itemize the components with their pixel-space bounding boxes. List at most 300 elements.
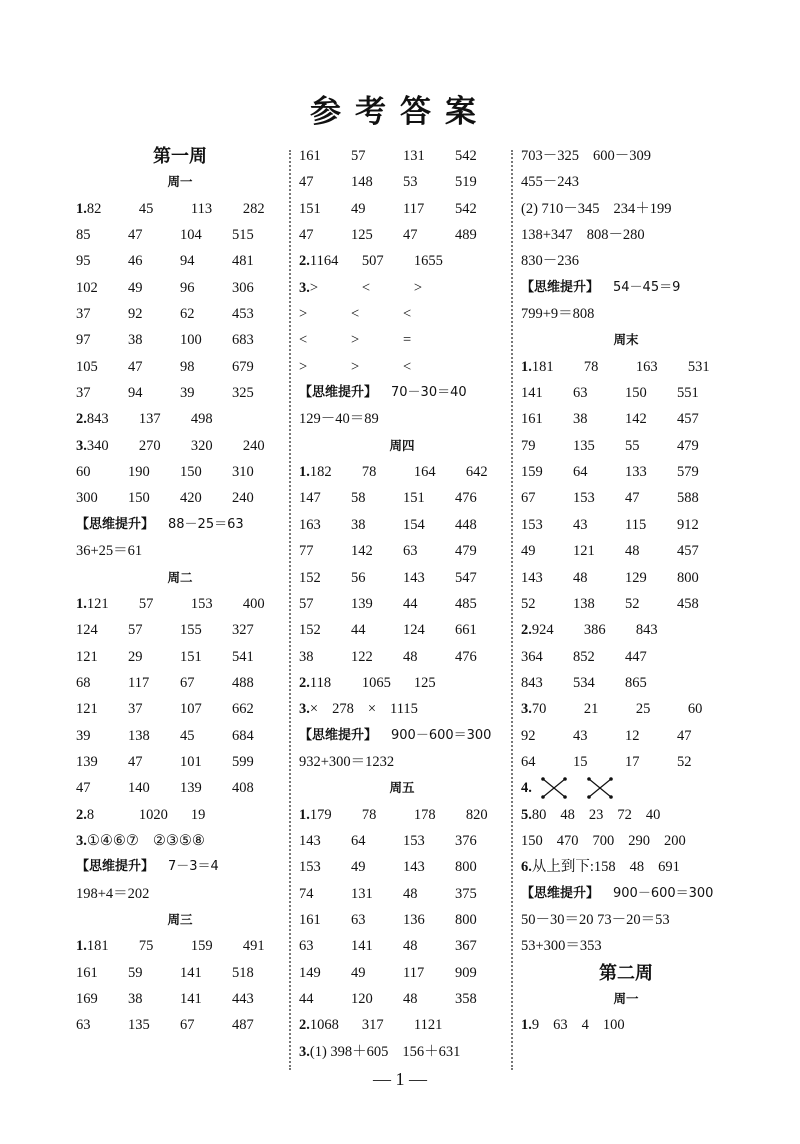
answer-cell: 161 bbox=[521, 411, 543, 428]
answer-cell: 102 bbox=[76, 279, 98, 296]
answer-row bbox=[521, 433, 731, 459]
answer-row bbox=[299, 222, 505, 248]
answer-cell: 49 bbox=[351, 964, 366, 981]
answer-cell: 325 bbox=[232, 385, 254, 402]
answer-cell: 64 bbox=[521, 753, 536, 770]
matching-dot bbox=[587, 795, 591, 799]
answer-row bbox=[521, 222, 731, 248]
answer-row bbox=[521, 617, 731, 643]
answer-cell: 49 bbox=[351, 859, 366, 876]
answer-cell: 154 bbox=[403, 516, 425, 533]
answer-cell: 149 bbox=[299, 964, 321, 981]
question-number: 1. bbox=[521, 358, 532, 375]
answer-row bbox=[521, 828, 731, 854]
answer-cell: 105 bbox=[76, 358, 98, 375]
answer-cell: 507 bbox=[361, 253, 384, 270]
answer-cell: 104 bbox=[180, 227, 202, 244]
thinking-text: 54－45＝9 bbox=[613, 279, 681, 295]
answer-row bbox=[521, 485, 731, 511]
answer-cell: 820 bbox=[465, 806, 488, 823]
answer-cell: 47 bbox=[128, 358, 143, 375]
answer-cell: 117 bbox=[403, 200, 425, 217]
answer-cell: 447 bbox=[625, 648, 647, 665]
answer-cell: 125 bbox=[413, 674, 436, 691]
answer-cell: 400 bbox=[242, 595, 265, 612]
answer-line: 198+4＝202 bbox=[76, 885, 150, 902]
answer-row bbox=[299, 960, 505, 986]
answer-cell: 141 bbox=[521, 385, 543, 402]
answer-cell: 518 bbox=[232, 964, 254, 981]
answer-row bbox=[299, 670, 505, 696]
day-heading: 周三 bbox=[167, 911, 193, 927]
answer-cell: 21 bbox=[583, 701, 599, 718]
answer-row bbox=[299, 301, 505, 327]
matching-answer bbox=[521, 775, 731, 801]
answer-row bbox=[299, 169, 505, 195]
answer-cell: 808－280 bbox=[586, 227, 645, 244]
answer-cell: 98 bbox=[180, 358, 195, 375]
answer-cell: 96 bbox=[180, 279, 195, 296]
answer-cell: 300 bbox=[76, 490, 98, 507]
answer-cell: 49 bbox=[128, 279, 143, 296]
matching-dot bbox=[563, 777, 567, 781]
answer-cell: 120 bbox=[351, 991, 373, 1007]
answer-cell: > bbox=[309, 279, 319, 296]
answer-row bbox=[76, 222, 284, 248]
thinking-label: 【思维提升】 bbox=[76, 859, 155, 875]
answer-row bbox=[521, 143, 731, 169]
day-heading: 周二 bbox=[167, 569, 193, 585]
answer-cell: 48 bbox=[573, 569, 588, 586]
answer-cell: 82 bbox=[86, 200, 102, 217]
thinking-answer bbox=[76, 854, 284, 880]
answer-cell: 38 bbox=[299, 648, 314, 665]
answer-cell: 122 bbox=[351, 648, 373, 665]
answer-cell: < bbox=[351, 306, 360, 323]
answer-cell: 94 bbox=[128, 385, 143, 402]
answer-cell: 74 bbox=[299, 885, 314, 902]
answer-cell: 691 bbox=[658, 859, 680, 876]
answer-cell: 679 bbox=[232, 358, 254, 375]
answer-column-2 bbox=[299, 143, 505, 1065]
answer-cell: 131 bbox=[403, 148, 425, 164]
answer-cell: 57 bbox=[351, 148, 366, 164]
answer-row bbox=[521, 380, 731, 406]
answer-cell: 45 bbox=[180, 727, 195, 744]
answer-cell: 909 bbox=[455, 964, 477, 981]
answer-cell: 64 bbox=[573, 464, 588, 481]
answer-cell: 278 bbox=[332, 701, 354, 718]
answer-cell: 131 bbox=[351, 885, 373, 902]
answer-cell: 70 bbox=[531, 701, 547, 718]
answer-row bbox=[521, 591, 731, 617]
question-number: 2. bbox=[76, 806, 87, 823]
answer-row bbox=[76, 749, 284, 775]
answer-row bbox=[521, 565, 731, 591]
question-number: 1. bbox=[521, 1017, 532, 1034]
question-number: 6. bbox=[521, 859, 532, 876]
answer-row bbox=[76, 617, 284, 643]
answer-cell: > bbox=[351, 332, 360, 349]
answer-cell: 852 bbox=[573, 648, 595, 665]
answer-cell: 57 bbox=[299, 595, 314, 612]
answer-cell: 1115 bbox=[390, 701, 418, 718]
answer-cell: < bbox=[361, 279, 371, 296]
answer-cell: 79 bbox=[521, 437, 536, 454]
answer-cell: 148 bbox=[351, 174, 373, 191]
question-number: 3. bbox=[299, 279, 310, 296]
answer-cell: 101 bbox=[180, 753, 202, 770]
answer-cell: 498 bbox=[190, 411, 213, 428]
answer-cell: 85 bbox=[76, 227, 91, 244]
answer-cell: 37 bbox=[128, 701, 143, 718]
answer-row bbox=[299, 248, 505, 274]
answer-cell: 63 bbox=[573, 385, 588, 402]
answer-cell: 57 bbox=[128, 622, 143, 639]
answer-cell: 139 bbox=[180, 780, 202, 797]
answer-cell: 48 bbox=[403, 991, 418, 1007]
answer-cell: 147 bbox=[299, 490, 321, 507]
answer-cell: 152 bbox=[299, 622, 321, 639]
answer-cell: 190 bbox=[128, 464, 150, 481]
answer-column-3 bbox=[521, 143, 731, 1039]
answer-row bbox=[299, 538, 505, 564]
answer-cell: 46 bbox=[128, 253, 143, 270]
answer-cell: 142 bbox=[351, 543, 373, 560]
answer-cell: 179 bbox=[309, 806, 332, 823]
answer-cell: 48 bbox=[629, 859, 645, 876]
answer-cell: > bbox=[413, 279, 423, 296]
answer-row bbox=[299, 591, 505, 617]
answer-cell: 141 bbox=[351, 938, 373, 955]
answer-cell: 44 bbox=[299, 991, 314, 1007]
answer-cell: 476 bbox=[455, 490, 477, 507]
answer-row bbox=[521, 1012, 731, 1038]
thinking-text: 900－600＝300 bbox=[391, 727, 492, 743]
answer-cell: 551 bbox=[677, 385, 699, 402]
answer-cell: 1065 bbox=[361, 674, 391, 691]
answer-cell: > bbox=[299, 306, 308, 323]
answer-cell: 136 bbox=[403, 911, 425, 928]
answer-cell: 588 bbox=[677, 490, 699, 507]
answer-cell: 457 bbox=[677, 411, 699, 428]
thinking-text: 70－30＝40 bbox=[391, 385, 467, 401]
answer-line: 50－30＝20 73－20＝53 bbox=[521, 911, 670, 928]
day-heading: 周四 bbox=[389, 437, 415, 453]
answer-cell: > bbox=[299, 358, 308, 375]
answer-cell: 169 bbox=[76, 991, 98, 1007]
answer-cell: 133 bbox=[625, 464, 647, 481]
answer-cell: 164 bbox=[413, 464, 436, 481]
answer-row bbox=[76, 775, 284, 801]
answer-cell: < bbox=[403, 306, 412, 323]
answer-row bbox=[76, 354, 284, 380]
question-number: 2. bbox=[521, 622, 532, 639]
answer-row bbox=[299, 644, 505, 670]
answer-row bbox=[521, 196, 731, 222]
question-number: 2. bbox=[299, 674, 310, 691]
answer-cell: 117 bbox=[128, 674, 150, 691]
answer-cell: 52 bbox=[625, 595, 640, 612]
answer-row bbox=[76, 670, 284, 696]
answer-cell: 从上到下:158 bbox=[531, 859, 616, 876]
answer-cell: 48 bbox=[403, 885, 418, 902]
day-heading: 周五 bbox=[389, 780, 415, 796]
day-heading: 周一 bbox=[167, 174, 193, 190]
answer-cell: 63 bbox=[299, 938, 314, 955]
answer-row bbox=[76, 986, 284, 1012]
answer-row bbox=[299, 565, 505, 591]
answer-cell: 44 bbox=[403, 595, 418, 612]
answer-cell: 420 bbox=[180, 490, 202, 507]
answer-cell: 683 bbox=[232, 332, 254, 349]
answer-cell: 282 bbox=[242, 200, 265, 217]
answer-cell: 23 bbox=[588, 806, 604, 823]
answer-cell: 17 bbox=[625, 753, 640, 770]
answer-cell: 43 bbox=[573, 516, 588, 533]
answer-cell: 139 bbox=[351, 595, 373, 612]
answer-cell: 547 bbox=[455, 569, 477, 586]
answer-cell: 155 bbox=[180, 622, 202, 639]
answer-cell: 4 bbox=[581, 1017, 589, 1034]
answer-cell: 118 bbox=[309, 674, 332, 691]
answer-cell: 56 bbox=[351, 569, 366, 586]
answer-cell: 488 bbox=[232, 674, 254, 691]
answer-cell: 843 bbox=[86, 411, 109, 428]
answer-cell: (2) 710－345 bbox=[521, 200, 600, 217]
answer-cell: 150 bbox=[128, 490, 150, 507]
answer-cell: 481 bbox=[232, 253, 254, 270]
answer-cell: 57 bbox=[138, 595, 154, 612]
answer-cell: 137 bbox=[138, 411, 161, 428]
matching-dot bbox=[541, 795, 545, 799]
answer-cell: 115 bbox=[625, 516, 647, 533]
question-number: 4. bbox=[521, 780, 532, 797]
answer-cell: 8 bbox=[86, 806, 95, 823]
answer-cell: 63 bbox=[553, 1017, 568, 1034]
answer-row bbox=[76, 828, 284, 854]
answer-cell: 800 bbox=[455, 859, 477, 876]
day-heading: 周一 bbox=[613, 991, 639, 1006]
answer-cell: 800 bbox=[455, 911, 477, 928]
answer-cell: 121 bbox=[76, 648, 98, 665]
question-number: 3. bbox=[299, 1043, 310, 1060]
answer-cell: 9 bbox=[531, 1017, 540, 1034]
answer-cell: = bbox=[403, 332, 412, 349]
answer-cell: 1164 bbox=[309, 253, 339, 270]
question-number: 1. bbox=[299, 464, 310, 481]
answer-row bbox=[521, 749, 731, 775]
answer-cell: 153 bbox=[573, 490, 595, 507]
answer-cell: 150 bbox=[521, 832, 543, 849]
answer-cell: 178 bbox=[413, 806, 436, 823]
answer-cell: 865 bbox=[625, 674, 647, 691]
answer-cell: 306 bbox=[232, 279, 254, 296]
answer-row bbox=[521, 644, 731, 670]
answer-row bbox=[521, 459, 731, 485]
answer-cell: 63 bbox=[351, 911, 366, 928]
answer-cell: 117 bbox=[403, 964, 425, 981]
answer-cell: 182 bbox=[309, 464, 332, 481]
answer-cell: 29 bbox=[128, 648, 143, 665]
answer-cell: 138 bbox=[573, 595, 595, 612]
answer-cell: 408 bbox=[232, 780, 254, 797]
answer-cell: 59 bbox=[128, 964, 143, 981]
answer-cell: 138 bbox=[128, 727, 150, 744]
answer-row bbox=[76, 802, 284, 828]
answer-cell: 67 bbox=[180, 1017, 195, 1034]
answer-cell: 139 bbox=[76, 753, 98, 770]
thinking-answer bbox=[76, 512, 284, 538]
answer-cell: 121 bbox=[76, 701, 98, 718]
answer-cell: 75 bbox=[138, 938, 154, 955]
answer-cell: 47 bbox=[299, 174, 314, 191]
question-number: 2. bbox=[76, 411, 87, 428]
answer-cell: 135 bbox=[573, 437, 595, 454]
answer-cell: 662 bbox=[232, 701, 254, 718]
answer-cell: 151 bbox=[180, 648, 202, 665]
answer-cell: 49 bbox=[521, 543, 536, 560]
answer-cell: ②③⑤⑧ bbox=[152, 832, 205, 849]
answer-cell: 143 bbox=[521, 569, 543, 586]
answer-cell: 60 bbox=[687, 701, 703, 718]
answer-cell: 310 bbox=[232, 464, 254, 481]
answer-cell: 661 bbox=[455, 622, 477, 639]
answer-cell: 37 bbox=[76, 385, 91, 402]
answer-row bbox=[76, 960, 284, 986]
answer-cell: 476 bbox=[455, 648, 477, 665]
answer-row bbox=[299, 1039, 505, 1065]
week-heading: 第二周 bbox=[599, 962, 653, 983]
question-number: 3. bbox=[76, 832, 87, 849]
answer-cell: < bbox=[299, 332, 308, 349]
answer-cell: 470 bbox=[556, 832, 579, 849]
matching-dot bbox=[563, 795, 567, 799]
answer-cell: 161 bbox=[299, 148, 321, 164]
answer-row bbox=[299, 696, 505, 722]
thinking-label: 【思维提升】 bbox=[76, 516, 155, 532]
answer-cell: 19 bbox=[190, 806, 206, 823]
answer-cell: 143 bbox=[299, 832, 321, 849]
question-number: 2. bbox=[299, 253, 310, 270]
answer-row bbox=[76, 1012, 284, 1038]
answer-row bbox=[299, 828, 505, 854]
thinking-answer bbox=[521, 881, 731, 907]
answer-column-1 bbox=[76, 143, 284, 1039]
answer-cell: 60 bbox=[76, 464, 91, 481]
answer-cell: 92 bbox=[128, 306, 143, 323]
answer-cell: 1020 bbox=[138, 806, 168, 823]
answer-cell: 58 bbox=[351, 490, 366, 507]
answer-cell: 143 bbox=[403, 859, 425, 876]
answer-cell: 124 bbox=[403, 622, 425, 639]
answer-cell: 52 bbox=[521, 595, 536, 612]
answer-cell: 240 bbox=[232, 490, 254, 507]
answer-cell: 62 bbox=[180, 306, 195, 323]
answer-row bbox=[521, 406, 731, 432]
answer-cell: 39 bbox=[180, 385, 195, 402]
answer-cell: 38 bbox=[573, 411, 588, 428]
question-number: 3. bbox=[76, 437, 87, 454]
answer-row bbox=[299, 143, 505, 169]
answer-cell: 15 bbox=[573, 753, 588, 770]
answer-cell: 153 bbox=[521, 516, 543, 533]
answer-cell: 703－325 bbox=[521, 148, 579, 164]
answer-cell: 448 bbox=[455, 516, 477, 533]
answer-cell: 143 bbox=[403, 569, 425, 586]
answer-cell: 63 bbox=[403, 543, 418, 560]
matching-dot bbox=[541, 777, 545, 781]
answer-cell: 152 bbox=[299, 569, 321, 586]
question-number: 2. bbox=[299, 1017, 310, 1034]
thinking-answer bbox=[521, 275, 731, 301]
answer-cell: 912 bbox=[677, 516, 699, 533]
answer-row bbox=[521, 248, 731, 274]
answer-cell: 47 bbox=[403, 227, 418, 244]
answer-cell: 47 bbox=[128, 227, 143, 244]
answer-cell: 159 bbox=[190, 938, 213, 955]
answer-row bbox=[299, 907, 505, 933]
answer-row bbox=[299, 196, 505, 222]
week-heading: 第一周 bbox=[153, 146, 207, 166]
answer-line: 36+25＝61 bbox=[76, 543, 143, 560]
thinking-text: 900－600＝300 bbox=[613, 885, 714, 901]
answer-cell: 48 bbox=[625, 543, 640, 560]
answer-cell: 47 bbox=[677, 727, 692, 744]
answer-cell: 25 bbox=[635, 701, 651, 718]
answer-row bbox=[76, 248, 284, 274]
answer-cell: 47 bbox=[299, 227, 314, 244]
answer-cell: 124 bbox=[76, 622, 98, 639]
answer-cell: 386 bbox=[583, 622, 606, 639]
answer-cell: 141 bbox=[180, 991, 202, 1007]
answer-row bbox=[76, 591, 284, 617]
answer-cell: 77 bbox=[299, 543, 314, 560]
answer-cell: 542 bbox=[455, 200, 477, 217]
answer-cell: 843 bbox=[521, 674, 543, 691]
answer-cell: 48 bbox=[403, 938, 418, 955]
answer-row bbox=[76, 327, 284, 353]
answer-cell: 579 bbox=[677, 464, 699, 481]
answer-cell: 320 bbox=[190, 437, 213, 454]
answer-cell: 1655 bbox=[413, 253, 443, 270]
answer-cell: 151 bbox=[299, 200, 321, 217]
answer-row bbox=[521, 538, 731, 564]
answer-cell: 12 bbox=[625, 727, 640, 744]
answer-cell: 163 bbox=[635, 358, 658, 375]
answer-cell: ①④⑥⑦ bbox=[86, 832, 139, 849]
answer-cell: 39 bbox=[76, 727, 91, 744]
answer-cell: 44 bbox=[351, 622, 366, 639]
answer-row bbox=[299, 1012, 505, 1038]
answer-cell: 53 bbox=[403, 174, 418, 191]
column-divider bbox=[511, 150, 513, 1070]
question-number: 5. bbox=[521, 806, 532, 823]
answer-cell: 700 bbox=[592, 832, 615, 849]
answer-cell: 453 bbox=[232, 306, 254, 323]
answer-row bbox=[521, 670, 731, 696]
answer-cell: 80 bbox=[531, 806, 547, 823]
answer-cell: 290 bbox=[628, 832, 650, 849]
answer-row bbox=[76, 406, 284, 432]
answer-cell: 684 bbox=[232, 727, 254, 744]
answer-cell: 153 bbox=[403, 832, 425, 849]
answer-cell: 150 bbox=[625, 385, 647, 402]
answer-cell: 455－243 bbox=[521, 174, 579, 191]
answer-cell: 200 bbox=[664, 832, 686, 849]
answer-line: 932+300＝1232 bbox=[299, 753, 395, 770]
answer-cell: 443 bbox=[232, 991, 254, 1007]
